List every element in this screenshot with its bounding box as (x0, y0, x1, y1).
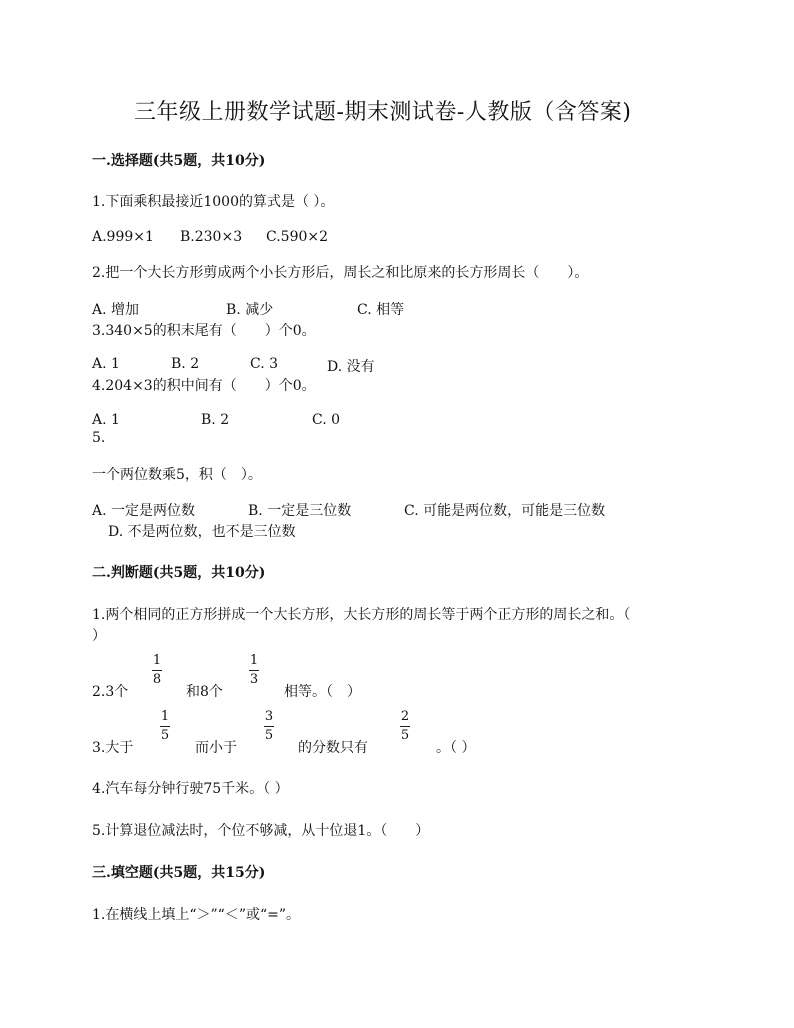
choice-q3-option-c: C. 3 (250, 356, 279, 372)
judge-question-3-part-b: 而小于 (195, 740, 237, 756)
section-heading-judge: 二.判断题(共5题，共10分) (92, 565, 266, 581)
fraction-bar (160, 726, 170, 727)
choice-q4-option-a: A. 1 (92, 412, 120, 428)
judge-question-1-bracket: ） (92, 628, 106, 644)
fraction-denominator: 8 (152, 672, 162, 687)
fraction-numerator: 1 (152, 653, 162, 668)
choice-q1-option-a: A.999×1 (92, 229, 154, 245)
choice-q1-option-b: B.230×3 (180, 229, 243, 245)
choice-question-5-number: 5. (92, 430, 106, 446)
fraction-bar (249, 670, 259, 671)
judge-question-2-part-a: 2.3个 (92, 684, 129, 700)
fraction-denominator: 5 (264, 728, 274, 743)
judge-question-3-part-c: 的分数只有 (298, 740, 368, 756)
fraction-one-eighth (152, 654, 162, 687)
fraction-denominator: 5 (160, 728, 170, 743)
choice-q5-option-a: A. 一定是两位数 (92, 503, 196, 519)
fill-question-1: 1.在横线上填上“＞”“＜”或“=”。 (92, 907, 301, 923)
choice-q3-option-a: A. 1 (92, 356, 120, 372)
choice-q2-option-c: C. 相等 (357, 302, 405, 318)
judge-question-4: 4.汽车每分钟行驶75千米。（ ） (92, 781, 289, 797)
fraction-bar (152, 670, 162, 671)
fraction-two-fifths (400, 710, 410, 743)
choice-q5-option-c: C. 可能是两位数，可能是三位数 (404, 503, 606, 519)
fraction-bar (400, 726, 410, 727)
fraction-numerator: 3 (264, 709, 274, 724)
fraction-one-fifth (160, 710, 170, 743)
judge-question-1: 1.两个相同的正方形拼成一个大长方形，大长方形的周长等于两个正方形的周长之和。（ (92, 607, 631, 623)
choice-q2-option-a: A. 增加 (92, 302, 140, 318)
fraction-numerator: 1 (249, 653, 259, 668)
judge-question-2-part-b: 和8个 (186, 684, 223, 700)
fraction-denominator: 3 (249, 672, 259, 687)
fraction-three-fifths (264, 710, 274, 743)
choice-q5-option-b: B. 一定是三位数 (248, 503, 352, 519)
section-heading-fill: 三.填空题(共5题，共15分) (92, 865, 266, 881)
choice-q5-option-d: D. 不是两位数，也不是三位数 (108, 524, 296, 540)
fraction-bar (264, 726, 274, 727)
choice-question-3: 3.340×5的积末尾有（ ）个0。 (92, 323, 316, 339)
choice-q3-option-b: B. 2 (171, 356, 200, 372)
fraction-one-third (249, 654, 259, 687)
choice-q4-option-b: B. 2 (201, 412, 230, 428)
choice-q4-option-c: C. 0 (312, 412, 341, 428)
judge-question-5: 5.计算退位减法时，个位不够减，从十位退1。（ ） (92, 823, 430, 839)
fraction-numerator: 1 (160, 709, 170, 724)
choice-q1-option-c: C.590×2 (266, 229, 329, 245)
choice-question-1: 1.下面乘积最接近1000的算式是（ ）。 (92, 194, 335, 210)
choice-q2-option-b: B. 减少 (226, 302, 274, 318)
section-heading-choice: 一.选择题(共5题，共10分) (92, 153, 266, 169)
choice-q3-option-d: D. 没有 (327, 359, 375, 375)
fraction-denominator: 5 (400, 728, 410, 743)
page-title: 三年级上册数学试题-期末测试卷-人教版（含答案) (134, 100, 632, 125)
judge-question-3-part-a: 3.大于 (92, 740, 134, 756)
choice-question-2: 2.把一个大长方形剪成两个小长方形后，周长之和比原来的长方形周长（ ）。 (92, 265, 589, 281)
fraction-numerator: 2 (400, 709, 410, 724)
choice-question-5: 一个两位数乘5，积（ ）。 (92, 467, 262, 483)
choice-question-4: 4.204×3的积中间有（ ）个0。 (92, 378, 316, 394)
judge-question-3-part-d: 。（ ） (436, 740, 476, 756)
judge-question-2-part-c: 相等。（ ） (284, 684, 361, 700)
